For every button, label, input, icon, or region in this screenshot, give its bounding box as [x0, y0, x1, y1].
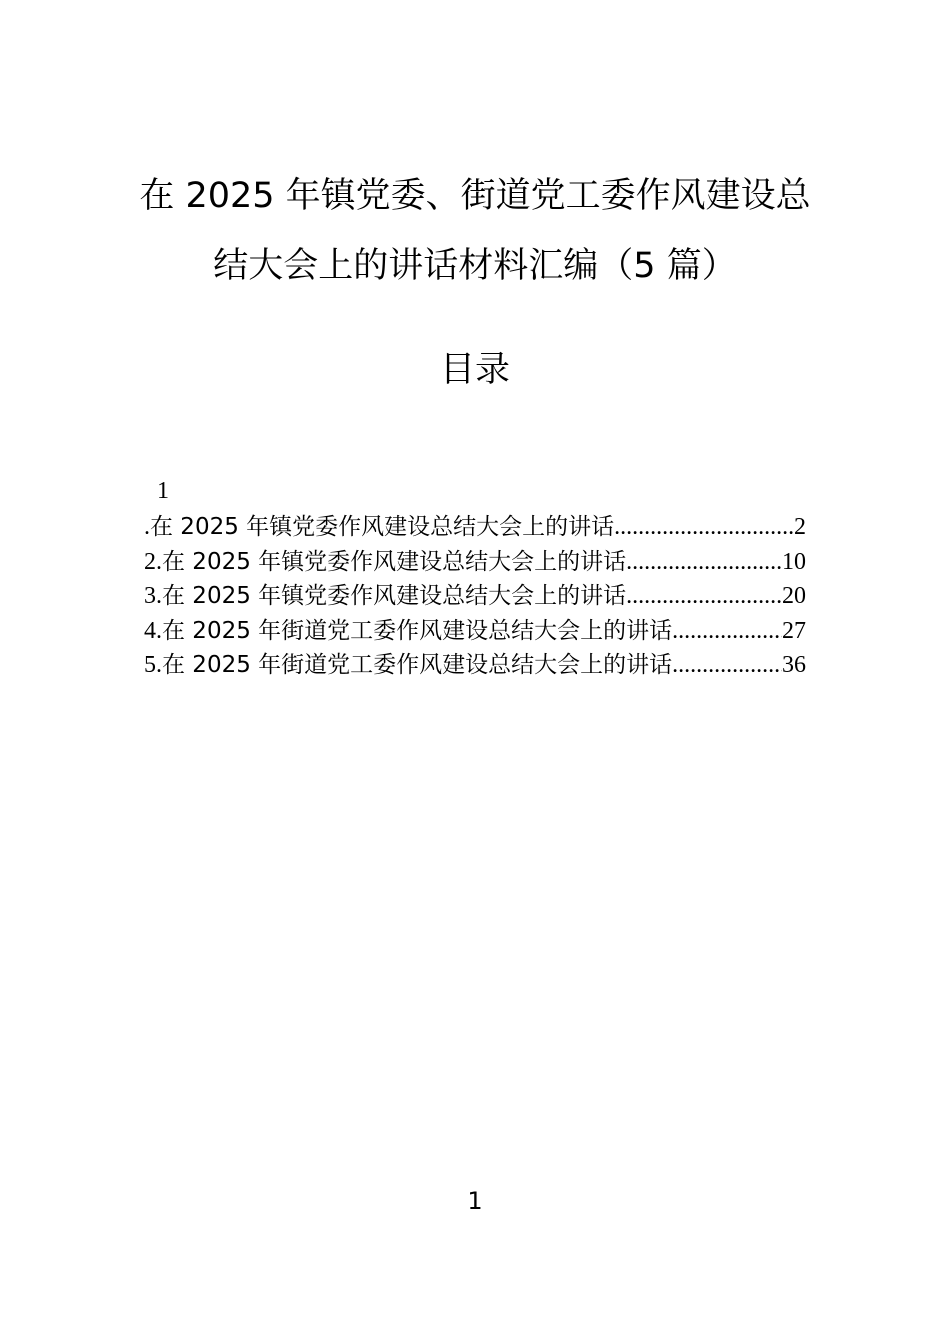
document-title-line-2: 结大会上的讲话材料汇编（5 篇） [213, 246, 737, 286]
toc-dot-leader [626, 545, 782, 579]
toc-entry-prefix: 4. [144, 617, 162, 644]
toc-dot-leader [672, 614, 782, 648]
toc-heading: 目录 [439, 350, 510, 390]
document-title-line-1: 在 2025 年镇党委、街道党工委作风建设总 [139, 176, 811, 216]
toc-entry-prefix: 3. [144, 583, 162, 609]
toc-entry-prefix: 5. [144, 652, 162, 678]
toc-entry-2[interactable] [144, 545, 806, 580]
toc-entry-3[interactable] [144, 579, 806, 614]
table-of-contents [144, 510, 806, 683]
toc-entry-4[interactable] [144, 614, 806, 649]
toc-entry-title: 在 2025 年街道党工委作风建设总结大会上的讲话 [162, 617, 673, 644]
toc-entry-page-number: 10 [782, 548, 806, 575]
toc-entry-page-number: 2 [794, 514, 806, 540]
toc-lead-number: 1 [157, 478, 169, 504]
toc-dot-leader [626, 579, 782, 613]
page-number: 1 [467, 1187, 483, 1215]
toc-dot-leader [672, 648, 782, 682]
toc-entry-page-number: 27 [782, 617, 806, 644]
toc-entry-title: 在 2025 年镇党委作风建设总结大会上的讲话 [162, 583, 627, 609]
toc-entry-prefix: 2. [144, 548, 162, 575]
toc-entry-1[interactable] [144, 510, 806, 545]
toc-entry-title: 在 2025 年镇党委作风建设总结大会上的讲话 [150, 514, 615, 540]
toc-entry-5[interactable] [144, 648, 806, 683]
toc-entry-page-number: 20 [782, 583, 806, 609]
toc-entry-title: 在 2025 年镇党委作风建设总结大会上的讲话 [162, 548, 627, 575]
toc-entry-page-number: 36 [782, 652, 806, 678]
toc-entry-prefix: . [144, 514, 150, 540]
toc-entry-title: 在 2025 年街道党工委作风建设总结大会上的讲话 [162, 652, 673, 678]
toc-dot-leader [614, 510, 794, 544]
